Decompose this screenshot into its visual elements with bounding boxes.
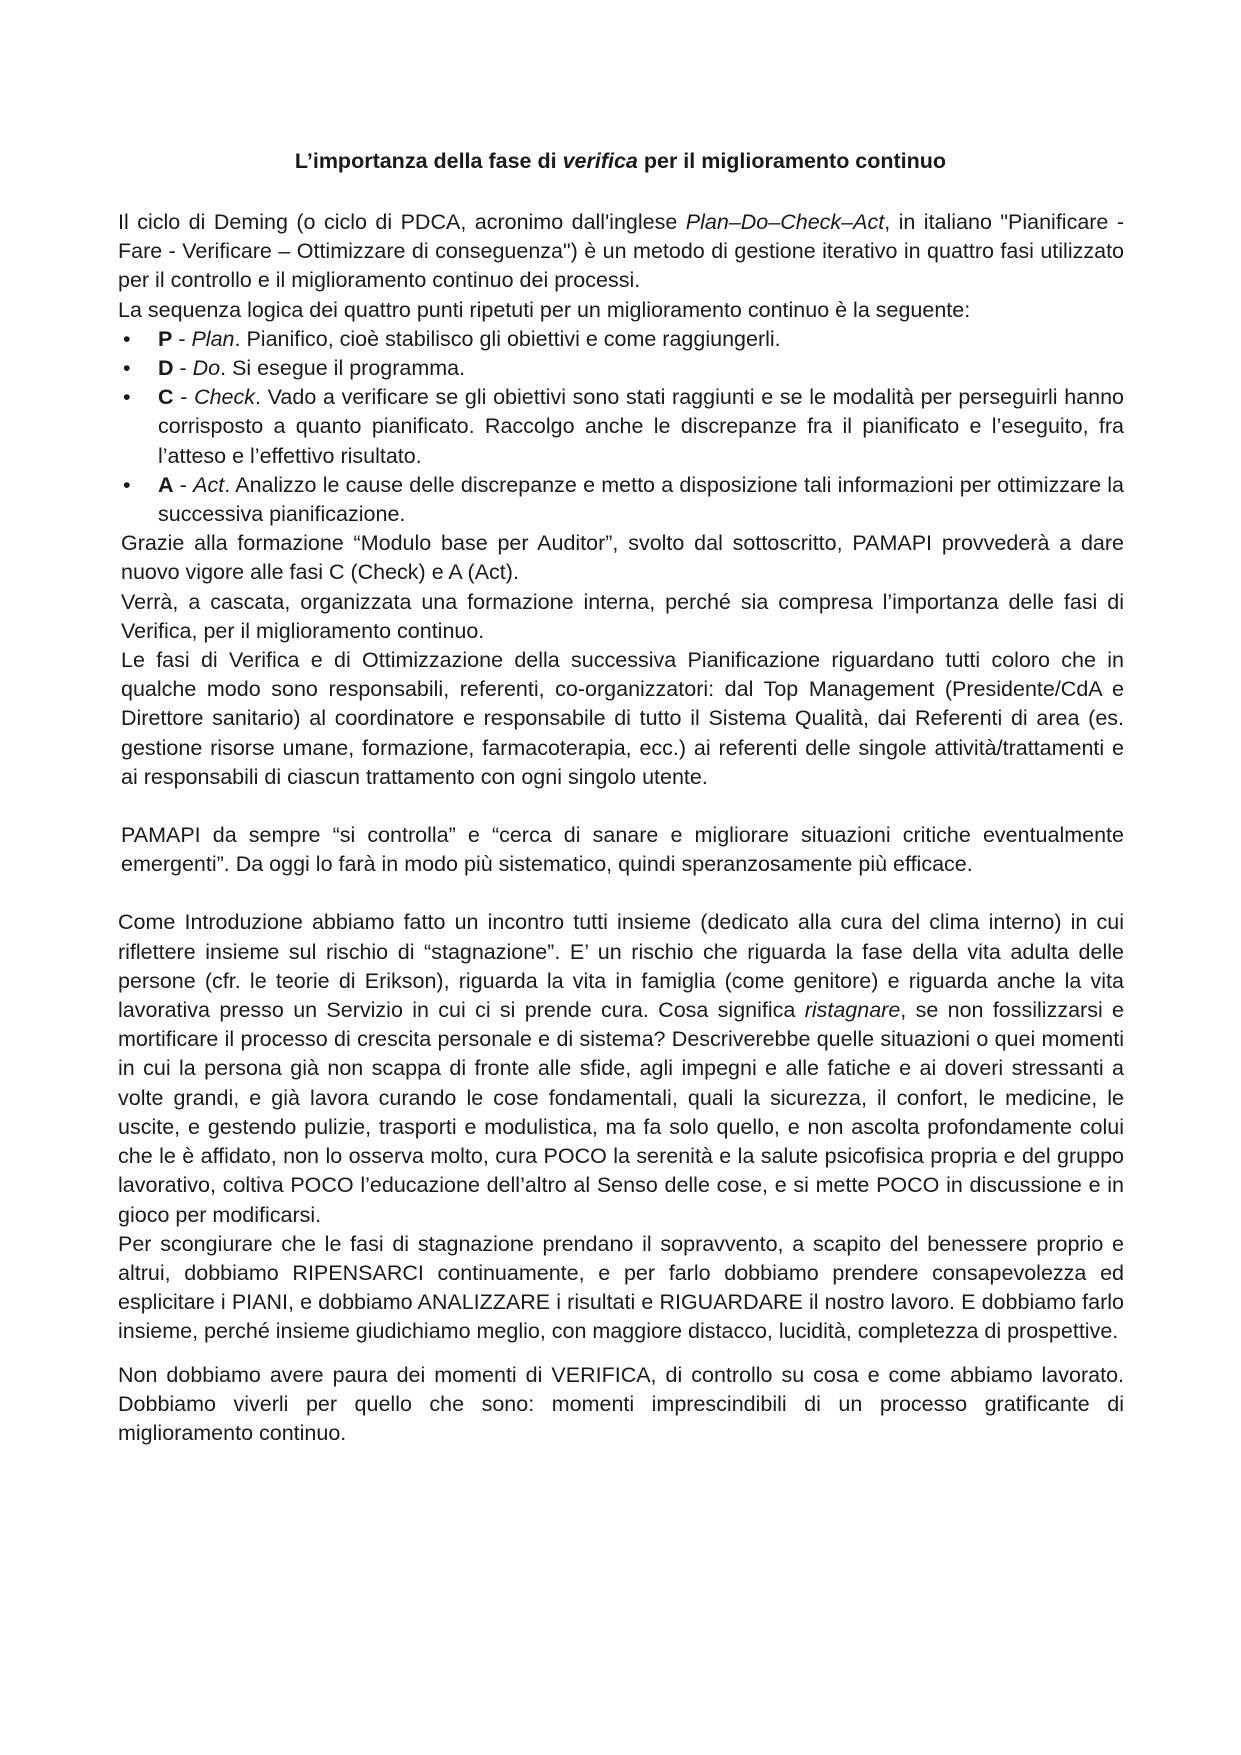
list-item-key: P (158, 326, 173, 351)
document-body (118, 208, 1124, 1448)
bullet-icon: • (123, 472, 131, 497)
list-item-text: . Vado a verificare se gli obiettivi sono stati raggiunti e se le modalità per perseguirli hanno corrisposto a quanto pianificato. Raccolgo anche le discrepanze fra il pianificato e l’eseguito, fra l’atteso e l’effettivo risultato. (158, 385, 1124, 468)
bullet-icon: • (123, 356, 131, 381)
pamapi-paragraph: PAMAPI da sempre “si controlla” e “cerca di sanare e migliorare situazioni critiche eventualmente emergenti”. Da oggi lo farà in modo più sistematico, quindi speranzosamente più efficace. (121, 823, 1124, 877)
paragraph-spacer (118, 879, 1124, 908)
title-text-before: L’importanza della fase di (294, 149, 563, 173)
meeting-text-1: Come Introduzione abbiamo fatto un incontro tutti insieme (dedicato alla cura del clima interno) in cui riflettere insieme sul rischio di “stagnazione”. E’ un rischio che riguarda la fase della vita adulta delle persone (cfr. le teorie di Erikson), riguarda la vita in famiglia (come genitore) e riguarda anche la vita lavorativa presso un Servizio in cui ci si prende cura. Cosa significa (118, 910, 1124, 1023)
meeting-text-2: , se non fossilizzarsi e mortificare il processo di crescita personale e di sistema? Descriverebbe quelle situazioni o quei momenti in cui la persona già non scappa di fronte alle sfide, agli impegni e alle fatiche e ai doveri stressanti a volte grandi, e già lavora curando le cose fondamentali, quali la sicurezza, il confort, le medicine, le uscite, e gestendo pulizie, trasporti e modulistica, ma fa solo quello, e non ascolta profondamente colui che le è affidato, non lo osserva molto, cura POCO la serenità e la salute psicofisica propria e del gruppo lavorativo, coltiva POCO l’educazione dell’altro al Senso delle cose, e si mette POCO in discussione e in gioco per modificarsi. (118, 998, 1124, 1227)
list-item-separator: - (173, 472, 194, 497)
pdca-list (118, 325, 1124, 529)
list-item-act (118, 471, 1124, 529)
list-item-check (118, 383, 1124, 471)
list-item-key: A (158, 472, 174, 497)
sequence-intro-paragraph: La sequenza logica dei quattro punti ripetuti per un miglioramento continuo è la seguente: (118, 297, 971, 322)
prevent-stagnation-paragraph: Per scongiurare che le fasi di stagnazione prendano il sopravvento, a scapito del benessere proprio e altrui, dobbiamo RIPENSARCI continuamente, e per farlo dobbiamo prendere consapevolezza ed esplicitare i PIANI, e dobbiamo ANALIZZARE i risultati e RIGUARDARE il nostro lavoro. E dobbiamo farlo insieme, perché insieme giudichiamo meglio, con maggiore distacco, lucidità, completezza di prospettive. (118, 1231, 1124, 1344)
list-item-text: . Pianifico, cioè stabilisco gli obiettivi e come raggiungerli. (234, 326, 781, 351)
list-item-plan (118, 325, 1124, 354)
introduction-meeting-paragraph (118, 908, 1124, 1229)
document-title (0, 146, 1241, 176)
list-item-key: C (158, 385, 174, 410)
training-paragraph: Grazie alla formazione “Modulo base per Auditor”, svolto dal sottoscritto, PAMAPI provvederà a dare nuovo vigore alle fasi C (Check) e A (Act). (121, 531, 1124, 585)
list-item-key: D (158, 356, 174, 381)
cascade-paragraph: Verrà, a cascata, organizzata una formazione interna, perché sia compresa l’importanza delle fasi di Verifica, per il miglioramento continuo. (121, 589, 1124, 643)
list-item-separator: - (173, 385, 195, 410)
list-item-separator: - (172, 326, 192, 351)
intro-text-2: , in italiano "Pianificare - Fare - Verificare – Ottimizzare di conseguenza") è un metodo di gestione iterativo in quattro fasi utilizzato per il controllo e il miglioramento continuo dei processi. (118, 210, 1124, 293)
title-emphasis: verifica (562, 149, 638, 173)
list-item-term: Act (193, 472, 225, 497)
title-text-after: per il miglioramento continuo (637, 149, 947, 173)
bullet-icon: • (123, 326, 131, 351)
paragraph-spacer (118, 792, 1124, 821)
phases-paragraph: Le fasi di Verifica e di Ottimizzazione della successiva Pianificazione riguardano tutti coloro che in qualche modo sono responsabili, referenti, co-organizzatori: dal Top Management (Presidente/CdA e Direttore sanitario) al coordinatore e responsabile di tutto il Sistema Qualità, dai Referenti di area (es. gestione risorse umane, formazione, farmacoterapia, ecc.) ai referenti delle singole attività/trattamenti e ai responsabili di ciascun trattamento con ogni singolo utente. (121, 648, 1124, 789)
list-item-separator: - (173, 356, 193, 381)
intro-paragraph (118, 208, 1124, 296)
list-item-text: . Analizzo le cause delle discrepanze e metto a disposizione tali informazioni per ottimizzare la successiva pianificazione. (158, 472, 1124, 527)
bullet-icon: • (123, 385, 131, 410)
paragraph-spacer (118, 1347, 1124, 1361)
list-item-term: Plan (191, 326, 235, 351)
closing-paragraph: Non dobbiamo avere paura dei momenti di VERIFICA, di controllo su cosa e come abbiamo lavorato. Dobbiamo viverli per quello che sono: momenti imprescindibili di un processo gratificante di miglioramento continuo. (118, 1362, 1124, 1445)
intro-emphasis: Plan–Do–Check–Act (685, 210, 885, 234)
meeting-emphasis: ristagnare (804, 998, 901, 1023)
list-item-text: . Si esegue il programma. (220, 356, 466, 381)
intro-text-1: Il ciclo di Deming (o ciclo di PDCA, acronimo dall'inglese (118, 210, 686, 234)
list-item-do (118, 354, 1124, 383)
list-item-term: Do (192, 356, 221, 381)
list-item-term: Check (194, 385, 256, 410)
